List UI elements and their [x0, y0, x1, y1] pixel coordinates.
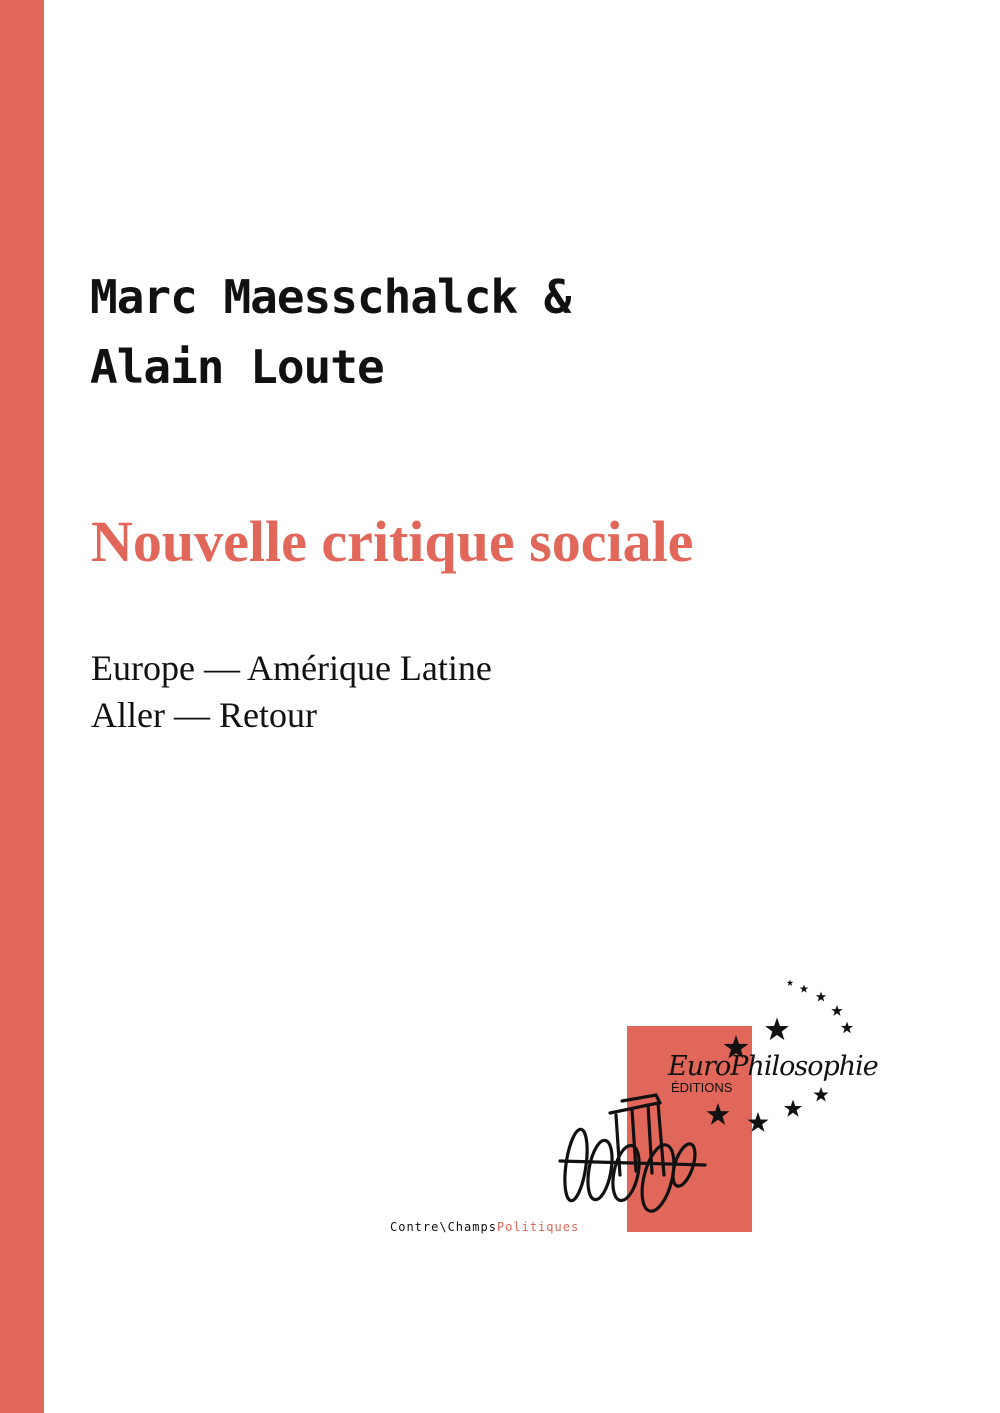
subtitle-line-1: Europe — Amérique Latine: [91, 648, 492, 688]
chair-logo-icon: [560, 1095, 705, 1214]
publisher-editions: ÉDITIONS: [671, 1080, 733, 1095]
star-icon: [787, 980, 794, 986]
collection-prefix: Contre\Champs: [390, 1220, 497, 1234]
author-line-1: Marc Maesschalck &: [90, 270, 571, 324]
star-icon: [784, 1100, 802, 1117]
book-title: Nouvelle critique sociale: [91, 509, 694, 574]
star-icon: [748, 1112, 769, 1132]
star-icon: [813, 1087, 828, 1101]
star-icon: [841, 1022, 853, 1034]
star-icon: [707, 1103, 730, 1125]
star-icon: [816, 992, 826, 1002]
cover-spine-band: [0, 0, 44, 1413]
star-icon: [831, 1005, 842, 1016]
collection-suffix: Politiques: [496, 1220, 580, 1234]
subtitle-line-2: Aller — Retour: [91, 695, 317, 735]
star-icon: [800, 985, 809, 993]
book-subtitle: [91, 645, 492, 739]
author-line-2: Alain Loute: [90, 340, 384, 394]
star-icon: [765, 1018, 789, 1041]
publisher-logo-icon: [540, 975, 900, 1225]
collection-name: [390, 1219, 579, 1235]
authors: [90, 262, 571, 402]
publisher-brand: EuroPhilosophie: [668, 1051, 878, 1082]
